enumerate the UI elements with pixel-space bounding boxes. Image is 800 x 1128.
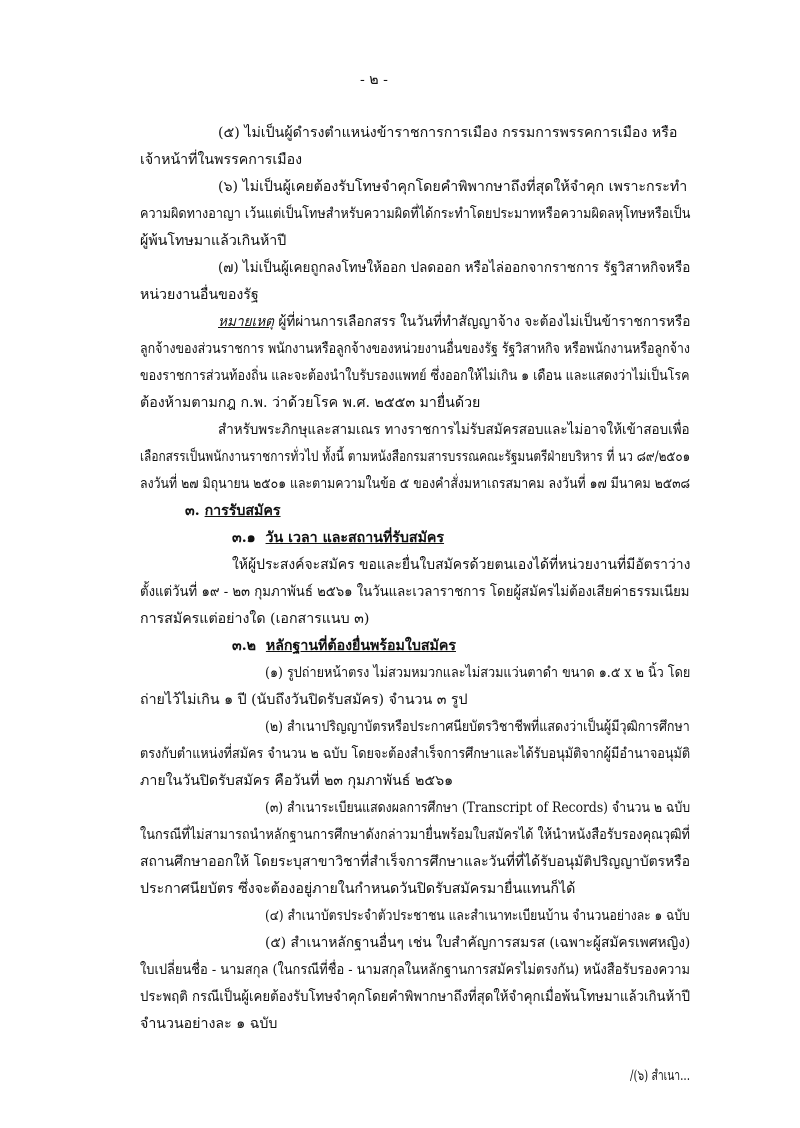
qualification-7-line-2: หน่วยงานอื่นของรัฐ	[140, 287, 259, 303]
document-2-line-2: ตรงกับตำแหน่งที่สมัคร จำนวน ๒ ฉบับ โดยจะต้องสำเร็จการศึกษาและได้รับอนุมัติจากผู้มีอำนาจอนุมัติ	[140, 746, 691, 762]
qualification-7-line-1: (๗) ไม่เป็นผู้เคยถูกลงโทษให้ออก ปลดออก หรือไล่ออกจากราชการ รัฐวิสาหกิจหรือ	[218, 260, 691, 276]
document-2-line-3: ภายในวันปิดรับสมัคร คือวันที่ ๒๓ กุมภาพันธ์ ๒๕๖๑	[140, 773, 454, 789]
document-1-line-1: (๑) รูปถ่ายหน้าตรง ไม่สวมหมวกและไม่สวมแว่นตาดำ ขนาด ๑.๕ x ๒ นิ้ว โดย	[265, 665, 691, 681]
note-line-4: ต้องห้ามตามกฎ ก.พ. ว่าด้วยโรค พ.ศ. ๒๕๕๓ มายื่นด้วย	[140, 395, 481, 411]
monk-paragraph-line-2: เลือกสรรเป็นพนักงานราชการทั่วไป ทั้งนี้ ตามหนังสือกรมสารบรรณคณะรัฐมนตรีฝ่ายบริหาร ที่ นว ๘๙/๒๕๐๑	[140, 449, 691, 465]
section-3-1-heading	[232, 528, 444, 548]
section-3-1-title: วัน เวลา และสถานที่รับสมัคร	[265, 530, 445, 546]
document-1-line-2: ถ่ายไว้ไม่เกิน ๑ ปี (นับถึงวันปิดรับสมัคร) จำนวน ๓ รูป	[140, 692, 468, 708]
qualification-6-line-1: (๖) ไม่เป็นผู้เคยต้องรับโทษจำคุกโดยคำพิพากษาถึงที่สุดให้จำคุก เพราะกระทำ	[218, 179, 688, 195]
note-label: หมายเหตุ	[218, 314, 275, 330]
document-5-line-2: ใบเปลี่ยนชื่อ - นามสกุล (ในกรณีที่ชื่อ - นามสกุลในหลักฐานการสมัครไม่ตรงกัน) หนังสือรับรองความ	[140, 962, 691, 978]
section-3-2-heading	[232, 636, 456, 656]
qualification-6-line-2: ความผิดทางอาญา เว้นแต่เป็นโทษสำหรับความผิดที่ได้กระทำโดยประมาทหรือความผิดลหุโทษหรือเป็น	[140, 206, 691, 222]
section-3-2-number: ๓.๒	[232, 638, 256, 654]
document-3-line-1: (๓) สำเนาระเบียนแสดงผลการศึกษา (Transcript of Records) จำนวน ๒ ฉบับ	[265, 800, 691, 816]
section-3-1-line-1: ให้ผู้ประสงค์จะสมัคร ขอและยื่นใบสมัครด้วยตนเองได้ที่หน่วยงานที่มีอัตราว่าง	[232, 557, 691, 573]
note-line-1	[218, 312, 690, 332]
note-line-3: ของราชการส่วนท้องถิ่น และจะต้องนำใบรับรองแพทย์ ซึ่งออกให้ไม่เกิน ๑ เดือน และแสดงว่าไม่เป็นโรค	[140, 368, 690, 384]
document-5-line-3: ประพฤติ กรณีเป็นผู้เคยต้องรับโทษจำคุกโดยคำพิพากษาถึงที่สุดให้จำคุกเมื่อพ้นโทษมาแล้วเกินห้าปี	[140, 989, 691, 1005]
note-text: ผู้ที่ผ่านการเลือกสรร ในวันที่ทำสัญญาจ้าง จะต้องไม่เป็นข้าราชการหรือ	[274, 314, 691, 330]
document-2-line-1: (๒) สำเนาปริญญาบัตรหรือประกาศนียบัตรวิชาชีพที่แสดงว่าเป็นผู้มีวุฒิการศึกษา	[265, 719, 690, 735]
section-3-1-line-2: ตั้งแต่วันที่ ๑๙ - ๒๓ กุมภาพันธ์ ๒๕๖๑ ในวันและเวลาราชการ โดยผู้สมัครไม่ต้องเสียค่าธรรมเนียม	[140, 584, 690, 600]
document-5-line-4: จำนวนอย่างละ ๑ ฉบับ	[140, 1016, 278, 1032]
document-3-line-4: ประกาศนียบัตร ซึ่งจะต้องอยู่ภายในกำหนดวันปิดรับสมัครมายื่นแทนก็ได้	[140, 881, 576, 897]
qualification-5-line-2: เจ้าหน้าที่ในพรรคการเมือง	[140, 152, 303, 168]
page-number: - ๒ -	[360, 72, 388, 88]
document-5-line-1: (๕) สำเนาหลักฐานอื่นๆ เช่น ใบสำคัญการสมรส (เฉพาะผู้สมัครเพศหญิง)	[265, 935, 691, 951]
section-3-number: ๓.	[185, 503, 200, 519]
qualification-5-line-1: (๕) ไม่เป็นผู้ดำรงตำแหน่งข้าราชการการเมือง กรรมการพรรคการเมือง หรือ	[218, 125, 678, 141]
section-3-title: การรับสมัคร	[204, 503, 281, 519]
section-3-1-line-3: การสมัครแต่อย่างใด (เอกสารแนบ ๓)	[140, 611, 370, 627]
document-4-line-1: (๔) สำเนาบัตรประจำตัวประชาชน และสำเนาทะเบียนบ้าน จำนวนอย่างละ ๑ ฉบับ	[265, 908, 690, 924]
section-3-1-number: ๓.๑	[232, 530, 256, 546]
note-line-2: ลูกจ้างของส่วนราชการ พนักงานหรือลูกจ้างของหน่วยงานอื่นของรัฐ รัฐวิสาหกิจ หรือพนักงานหรือลูกจ้าง	[140, 341, 691, 357]
footer-continuation: /(๖) สำเนา...	[630, 1068, 691, 1084]
section-3-2-title: หลักฐานที่ต้องยื่นพร้อมใบสมัคร	[265, 638, 456, 654]
monk-paragraph-line-1: สำหรับพระภิกษุและสามเณร ทางราชการไม่รับสมัครสอบและไม่อาจให้เข้าสอบเพื่อ	[218, 422, 690, 438]
qualification-6-line-3: ผู้พ้นโทษมาแล้วเกินห้าปี	[140, 233, 287, 249]
document-3-line-3: สถานศึกษาออกให้ โดยระบุสาขาวิชาที่สำเร็จการศึกษาและวันที่ที่ได้รับอนุมัติปริญญาบัตรหรือ	[140, 854, 691, 870]
document-3-line-2: ในกรณีที่ไม่สามารถนำหลักฐานการศึกษาดังกล่าวมายื่นพร้อมใบสมัครได้ ให้นำหนังสือรับรองคุณวุฒิที่	[140, 827, 690, 843]
section-3-heading	[185, 501, 281, 521]
monk-paragraph-line-3: ลงวันที่ ๒๗ มิถุนายน ๒๕๐๑ และตามความในข้อ ๕ ของคำสั่งมหาเถรสมาคม ลงวันที่ ๑๗ มีนาคม ๒๕๓๘	[140, 476, 691, 492]
